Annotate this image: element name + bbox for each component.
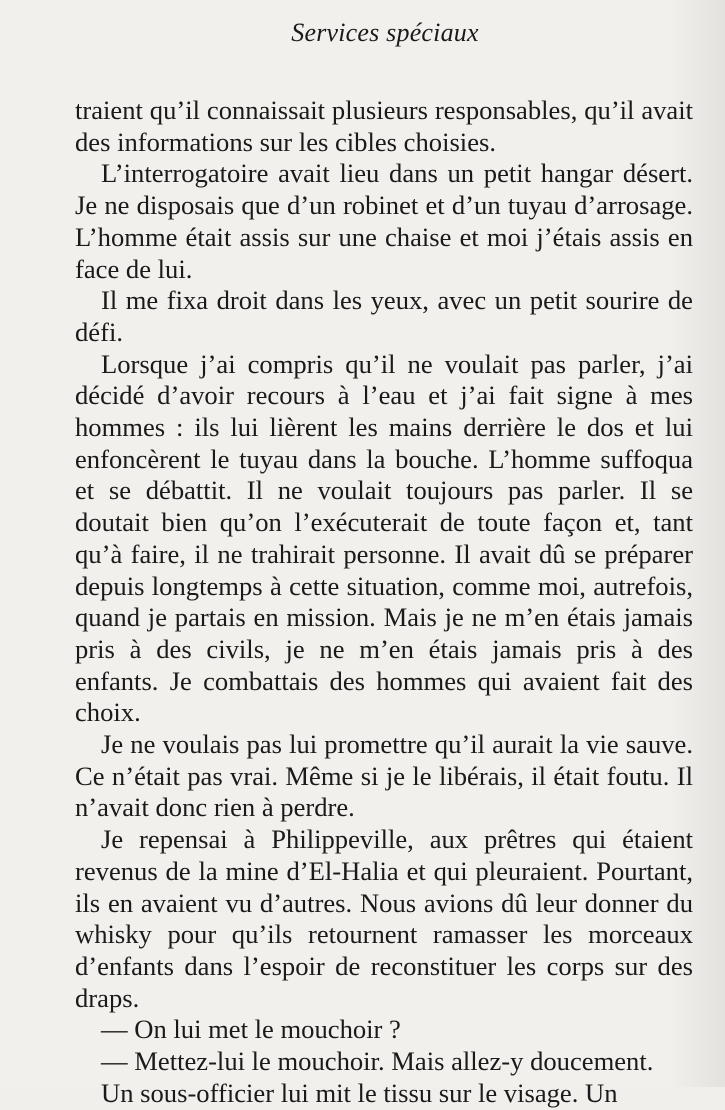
paragraph: Je repensai à Philippeville, aux prêtres qui étaient revenus de la mine d’El-Halia et qui pleuraient. Pourtant, ils en avaient vu d’autres. Nous avions dû leur donner du whisky pour qu’ils retournent ramasser les morceaux d’enfants dans l’espoir de reconstituer les corps sur des draps.: [75, 824, 693, 1013]
paragraph: Je ne voulais pas lui promettre qu’il aurait la vie sauve. Ce n’était pas vrai. Même si je le libérais, il était foutu. Il n’avait donc rien à perdre.: [75, 729, 693, 823]
paragraph: Un sous-officier lui mit le tissu sur le visage. Un: [101, 1077, 618, 1108]
running-header: Services spéciaux: [291, 18, 479, 47]
paragraph: Il me fixa droit dans les yeux, avec un petit sourire de défi.: [75, 285, 693, 347]
body-text: [75, 95, 693, 1110]
paragraph: L’interrogatoire avait lieu dans un petit hangar désert. Je ne disposais que d’un robinet et d’un tuyau d’arrosage. L’homme était assis sur une chaise et moi j’étais assis en face de lui.: [75, 158, 693, 284]
dialogue-line: — Mettez-lui le mouchoir. Mais allez-y doucement.: [101, 1046, 654, 1077]
dialogue-line: — On lui met le mouchoir ?: [101, 1014, 401, 1045]
paragraph: Lorsque j’ai compris qu’il ne voulait pas parler, j’ai décidé d’avoir recours à l’eau et j’ai fait signe à mes hommes : ils lui lièrent les mains derrière le dos et lui enfoncèrent le tuyau dans la bouche. L’homme suffoqua et se débattit. Il ne voulait toujours pas parler. Il se doutait bien qu’on l’exécuterait de toute façon et, tant qu’à faire, il ne trahirait personne. Il avait dû se préparer depuis longtemps à cette situation, comme moi, autrefois, quand je partais en mission. Mais je ne m’en étais jamais pris à des civils, je ne m’en étais jamais pris à des enfants. Je combattais des hommes qui avaient fait des choix.: [75, 348, 693, 728]
paragraph: traient qu’il connaissait plusieurs responsables, qu’il avait des informations sur les cibles choisies.: [75, 95, 693, 157]
